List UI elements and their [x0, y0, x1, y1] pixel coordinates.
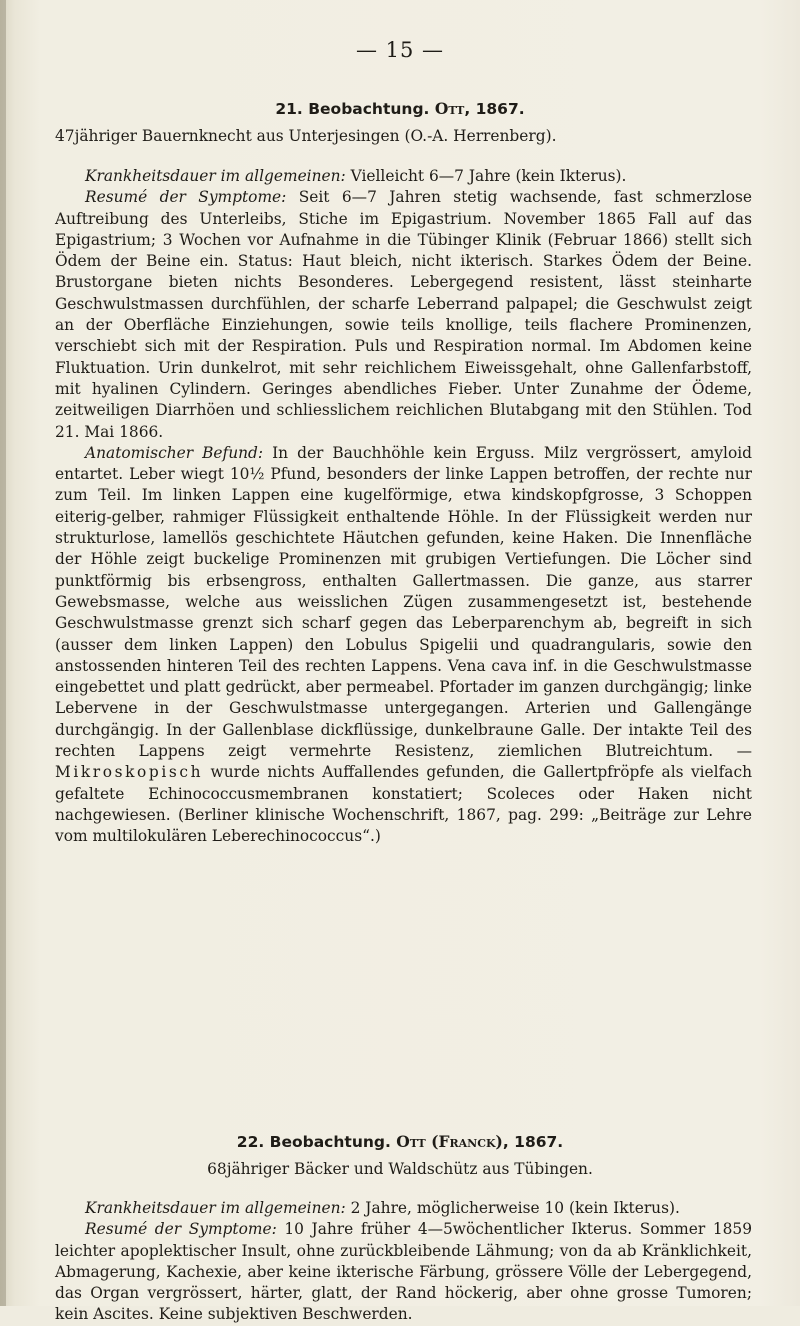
resume-label: Resumé der Symptome:: [85, 188, 287, 207]
resume-text: 10 Jahre früher 4—5wöchentlicher Ikterus. Sommer 1859 leichter apoplektischer Insult, ohne zurückbleibende Lähmung; von da ab Kränklichkeit, Abmagerung, Kachexie, aber keine ikterische Färbung, grössere Völle der Lebergegend, das Organ vergrössert, härter, glatt, der Rand höckerig, aber ohne grosse Tumoren; kein Ascites. Keine subjektiven Beschwerden.: [55, 1220, 753, 1324]
resume-paragraph: [55, 1219, 752, 1325]
heading-year: , 1867.: [502, 1133, 564, 1151]
resume-label: Resumé der Symptome:: [85, 1220, 277, 1239]
heading-number: 22. Beobachtung.: [236, 1133, 397, 1151]
duration-label: Krankheitsdauer im allgemeinen:: [85, 167, 346, 185]
observation-21-heading: [0, 99, 800, 118]
duration-text: Vielleicht 6—7 Jahre (kein Ikterus).: [345, 167, 627, 185]
duration-label: Krankheitsdauer im allgemeinen:: [85, 1199, 346, 1217]
observation-21-patient: 47jähriger Bauernknecht aus Unterjesingen (O.-A. Herrenberg).: [55, 127, 557, 145]
page-number: — 15 —: [355, 38, 445, 62]
heading-number: 21. Beobachtung.: [275, 100, 435, 118]
heading-author: Ott (Franck): [396, 1132, 503, 1151]
duration-paragraph: [55, 1198, 752, 1219]
finding-label: Anatomischer Befund:: [85, 443, 264, 462]
observation-22-patient: 68jähriger Bäcker und Waldschütz aus Tübingen.: [207, 1160, 593, 1178]
heading-author: Ott: [434, 99, 465, 118]
resume-text: Seit 6—7 Jahren stetig wachsende, fast schmerzlose Auftreibung des Unterleibs, Stiche im Epigastrium. November 1865 Fall auf das Epigastrium; 3 Wochen vor Aufnahme in die Tübinger Klinik (Februar 1866) stellt sich Ödem der Beine ein. Status: Haut bleich, nicht ikterisch. Starkes Ödem der Beine. Brustorgane bieten nichts Besonderes. Lebergegend resistent, lässt steinharte Geschwulstmassen durchfühlen, der scharfe Leberrand palpapel; die Geschwulst zeigt an der Oberfläche Einziehungen, sowie teils knollige, teils flachere Prominenzen, verschiebt sich mit der Respiration. Puls und Respiration normal. Im Abdomen keine Fluktuation. Urin dunkelrot, mit sehr reichlichem Eiweissgehalt, ohne Gallenfarbstoff, mit hyalinen Cylindern. Geringes abendliches Fieber. Unter Zunahme der Ödeme, zeitweiligen Diarrhöen und schliesslichem reichlichen Blutabgang mit den Stühlen. Tod 21. Mai 1866.: [55, 188, 752, 441]
finding-microscopic: Mikroskopisch: [55, 763, 204, 782]
observation-22-body: [55, 1198, 752, 1326]
observation-21-body: [55, 166, 752, 848]
finding-text: In der Bauchhöhle kein Erguss. Milz vergrössert, amyloid entartet. Leber wiegt 10½ Pfund, besonders der linke Lappen betroffen, der rechte nur zum Teil. Im linken Lappen eine kugelförmige, etwa kindskopfgrosse, 3 Schoppen eiterig-gelber, rahmiger Flüssigkeit enthaltende Höhle. In der Flüssigkeit werden nur strukturlose, lamellös geschichtete Häutchen gefunden, keine Haken. Die Innenfläche der Höhle zeigt buckelige Prominenzen mit grubigen Vertiefungen. Die Löcher sind punktförmig bis erbsengross, enthalten Gallertmassen. Die ganze, aus starrer Gewebsmasse, welche aus weisslichen Zügen zusammengesetzt ist, bestehende Geschwulstmasse grenzt sich scharf gegen das Leberparenchym ab, begreift in sich (ausser dem linken Lappen) den Lobulus Spigelii und quadrangularis, sowie den anstossenden hinteren Teil des rechten Lappens. Vena cava inf. in die Geschwulstmasse eingebettet und platt gedrückt, aber permeabel. Pfortader im ganzen durchgängig; linke Lebervene in der Geschwulstmasse untergegangen. Arterien und Gallengänge durchgängig. In der Gallenblase dickflüssige, dunkelbraune Galle. Der intakte Teil des rechten Lappens zeigt vermehrte Resistenz, ziemlichen Blutreichtum. —: [55, 443, 752, 761]
resume-paragraph: [55, 187, 752, 443]
page-gutter-shadow: [0, 0, 6, 1306]
duration-text: 2 Jahre, möglicherweise 10 (kein Ikterus).: [345, 1199, 680, 1217]
heading-year: , 1867.: [464, 100, 525, 118]
observation-22-heading: [0, 1132, 800, 1151]
finding-text-continued: wurde nichts Auffallendes gefunden, die Gallertpfröpfe als vielfach gefaltete Echinococcusmembranen konstatiert; Scoleces oder Haken nicht nachgewiesen. (Berliner klinische Wochenschrift, 1867, pag. 299: „Beiträge zur Lehre vom multilokulären Leberechinococcus“.): [55, 763, 752, 846]
duration-paragraph: [55, 166, 752, 187]
finding-paragraph: [55, 443, 752, 848]
